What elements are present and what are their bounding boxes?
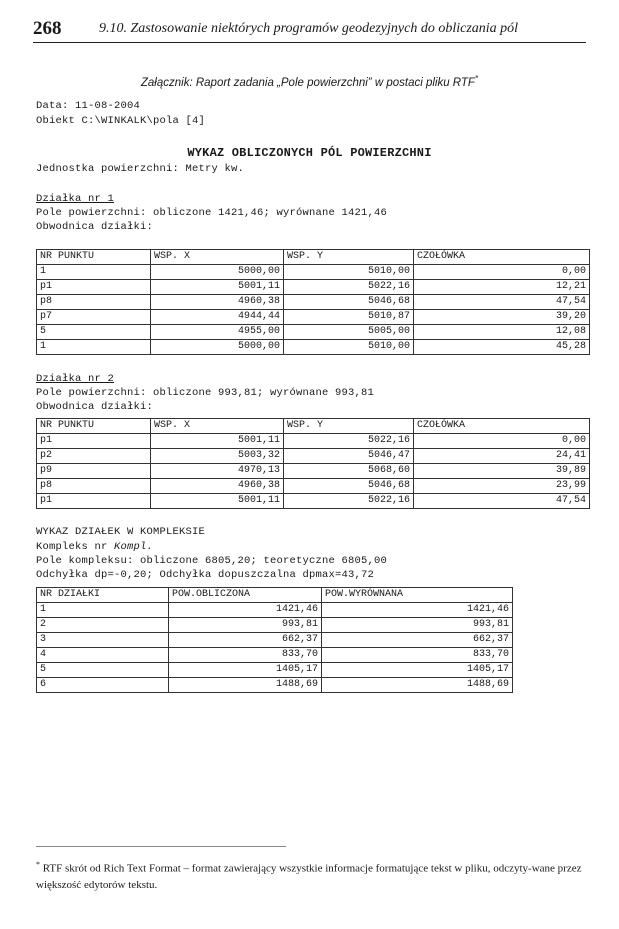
table-row bbox=[37, 633, 513, 648]
attachment-title bbox=[0, 74, 619, 89]
table-cell: 5000,00 bbox=[151, 340, 284, 355]
table-cell: p2 bbox=[37, 449, 151, 464]
table-cell: 1421,46 bbox=[169, 603, 322, 618]
complex-area: Pole kompleksu: obliczone 6805,20; teoretyczne 6805,00 bbox=[36, 555, 388, 567]
table-cell: 1405,17 bbox=[169, 663, 322, 678]
table-row bbox=[37, 310, 590, 325]
table-cell: 47,54 bbox=[414, 494, 590, 509]
table-cell: 0,00 bbox=[414, 265, 590, 280]
table-cell: 5005,00 bbox=[284, 325, 414, 340]
column-header: WSP. X bbox=[151, 419, 284, 434]
column-header: WSP. Y bbox=[284, 419, 414, 434]
footnote-marker: * bbox=[36, 860, 40, 869]
attachment-footnote-marker: * bbox=[474, 74, 479, 83]
table-cell: 5001,11 bbox=[151, 434, 284, 449]
table-cell: 5010,00 bbox=[284, 340, 414, 355]
table-row bbox=[37, 434, 590, 449]
table-cell: 4960,38 bbox=[151, 479, 284, 494]
table-row bbox=[37, 295, 590, 310]
table-cell: 24,41 bbox=[414, 449, 590, 464]
parcel-2-table bbox=[36, 418, 590, 509]
running-title: 9.10. Zastosowanie niektórych programów geodezyjnych do obliczania pól bbox=[99, 21, 519, 36]
complex-name-prefix: Kompleks nr bbox=[36, 541, 108, 553]
table-cell: 45,28 bbox=[414, 340, 590, 355]
table-cell: 12,08 bbox=[414, 325, 590, 340]
table-cell: 5022,16 bbox=[284, 280, 414, 295]
table-cell: 23,99 bbox=[414, 479, 590, 494]
column-header: CZOŁÓWKA bbox=[414, 250, 590, 265]
table-cell: p1 bbox=[37, 434, 151, 449]
column-header: NR PUNKTU bbox=[37, 250, 151, 265]
parcel-2-area: Pole powierzchni: obliczone 993,81; wyrównane 993,81 bbox=[36, 387, 375, 399]
column-header: WSP. Y bbox=[284, 250, 414, 265]
complex-name-value: Kompl. bbox=[114, 541, 154, 553]
table-cell: 5003,32 bbox=[151, 449, 284, 464]
table-row bbox=[37, 678, 513, 693]
table-row bbox=[37, 479, 590, 494]
table-cell: 12,21 bbox=[414, 280, 590, 295]
table-cell: 5001,11 bbox=[151, 494, 284, 509]
table-cell: 5010,00 bbox=[284, 265, 414, 280]
table-cell: 5022,16 bbox=[284, 434, 414, 449]
table-row bbox=[37, 603, 513, 618]
complex-table bbox=[36, 587, 513, 693]
table-cell: p1 bbox=[37, 494, 151, 509]
table-row bbox=[37, 494, 590, 509]
complex-deviation: Odchyłka dp=-0,20; Odchyłka dopuszczalna dpmax=43,72 bbox=[36, 569, 375, 581]
table-row bbox=[37, 280, 590, 295]
table-cell: 1488,69 bbox=[322, 678, 513, 693]
table-cell: 47,54 bbox=[414, 295, 590, 310]
table-cell: p8 bbox=[37, 295, 151, 310]
table-cell: 1405,17 bbox=[322, 663, 513, 678]
table-cell: 993,81 bbox=[169, 618, 322, 633]
page-number: 268 bbox=[33, 18, 62, 39]
table-cell: 5 bbox=[37, 663, 169, 678]
table-cell: 3 bbox=[37, 633, 169, 648]
attachment-title-text: Załącznik: Raport zadania „Pole powierzchni” w postaci pliku RTF bbox=[140, 76, 475, 89]
table-cell: 1488,69 bbox=[169, 678, 322, 693]
column-header: CZOŁÓWKA bbox=[414, 419, 590, 434]
table-cell: 5010,87 bbox=[284, 310, 414, 325]
table-cell: 1 bbox=[37, 265, 151, 280]
table-cell: 5000,00 bbox=[151, 265, 284, 280]
table-row bbox=[37, 663, 513, 678]
parcel-2-perimeter-label: Obwodnica działki: bbox=[36, 401, 154, 413]
table-row bbox=[37, 449, 590, 464]
table-cell: 5022,16 bbox=[284, 494, 414, 509]
table-cell: 833,70 bbox=[322, 648, 513, 663]
table-header-row bbox=[37, 419, 590, 434]
table-row bbox=[37, 648, 513, 663]
complex-name bbox=[36, 541, 153, 553]
column-header: NR PUNKTU bbox=[37, 419, 151, 434]
table-cell: 1421,46 bbox=[322, 603, 513, 618]
table-cell: 0,00 bbox=[414, 434, 590, 449]
table-cell: p8 bbox=[37, 479, 151, 494]
table-cell: 1 bbox=[37, 603, 169, 618]
table-cell: 993,81 bbox=[322, 618, 513, 633]
page-header bbox=[33, 18, 586, 44]
table-cell: p7 bbox=[37, 310, 151, 325]
table-cell: 5046,47 bbox=[284, 449, 414, 464]
footnote-text: RTF skrót od Rich Text Format – format zawierający wszystkie informacje formatujące tekst w pliku, odczyty-wane przez większość edytorów tekstu. bbox=[36, 862, 582, 891]
table-row bbox=[37, 464, 590, 479]
footnote bbox=[36, 857, 592, 893]
footnote-rule bbox=[36, 846, 286, 847]
parcel-2-heading: Działka nr 2 bbox=[36, 373, 115, 385]
table-row bbox=[37, 325, 590, 340]
unit-line: Jednostka powierzchni: Metry kw. bbox=[36, 163, 245, 175]
table-cell: 5 bbox=[37, 325, 151, 340]
table-cell: 4944,44 bbox=[151, 310, 284, 325]
table-cell: 5046,68 bbox=[284, 479, 414, 494]
table-cell: 4960,38 bbox=[151, 295, 284, 310]
column-header: NR DZIAŁKI bbox=[37, 588, 169, 603]
table-row bbox=[37, 265, 590, 280]
table-cell: 4955,00 bbox=[151, 325, 284, 340]
table-cell: 5068,60 bbox=[284, 464, 414, 479]
table-cell: 662,37 bbox=[169, 633, 322, 648]
report-object: Obiekt C:\WINKALK\pola [4] bbox=[36, 115, 206, 127]
column-header: POW.OBLICZONA bbox=[169, 588, 322, 603]
table-row bbox=[37, 340, 590, 355]
parcel-1-perimeter-label: Obwodnica działki: bbox=[36, 221, 154, 233]
table-cell: 662,37 bbox=[322, 633, 513, 648]
column-header: POW.WYRÓWNANA bbox=[322, 588, 513, 603]
table-cell: 6 bbox=[37, 678, 169, 693]
header-rule bbox=[33, 42, 586, 43]
table-cell: p9 bbox=[37, 464, 151, 479]
report-date: Data: 11-08-2004 bbox=[36, 100, 141, 112]
table-cell: 39,89 bbox=[414, 464, 590, 479]
table-cell: 39,20 bbox=[414, 310, 590, 325]
table-header-row bbox=[37, 588, 513, 603]
parcel-1-area: Pole powierzchni: obliczone 1421,46; wyrównane 1421,46 bbox=[36, 207, 388, 219]
table-cell: p1 bbox=[37, 280, 151, 295]
table-cell: 4970,13 bbox=[151, 464, 284, 479]
table-cell: 1 bbox=[37, 340, 151, 355]
table-cell: 5046,68 bbox=[284, 295, 414, 310]
table-cell: 4 bbox=[37, 648, 169, 663]
table-cell: 833,70 bbox=[169, 648, 322, 663]
report-title: WYKAZ OBLICZONYCH PÓL POWIERZCHNI bbox=[187, 146, 432, 160]
parcel-1-table bbox=[36, 249, 590, 355]
table-header-row bbox=[37, 250, 590, 265]
column-header: WSP. X bbox=[151, 250, 284, 265]
parcel-1-heading: Działka nr 1 bbox=[36, 193, 115, 205]
table-cell: 5001,11 bbox=[151, 280, 284, 295]
table-row bbox=[37, 618, 513, 633]
complex-title: WYKAZ DZIAŁEK W KOMPLEKSIE bbox=[36, 526, 206, 538]
table-cell: 2 bbox=[37, 618, 169, 633]
